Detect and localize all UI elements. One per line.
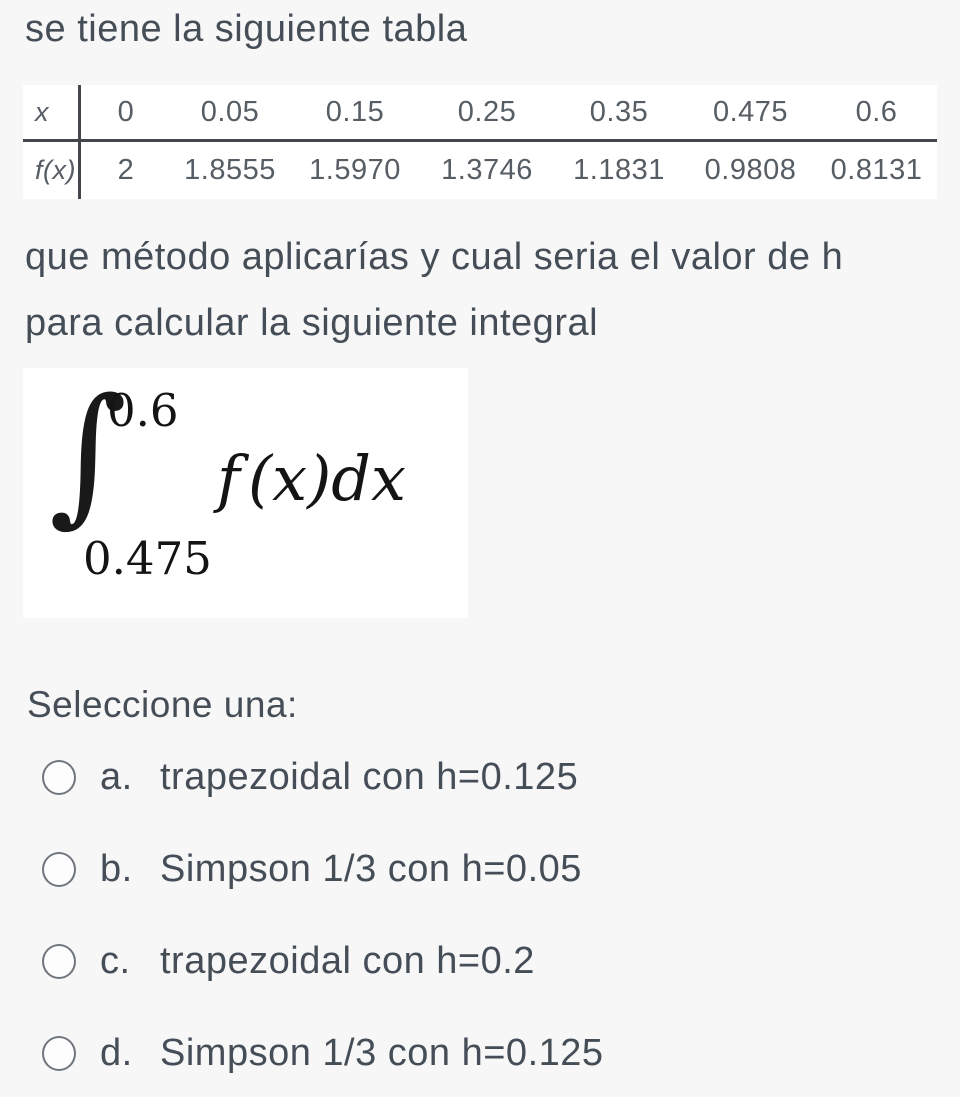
table-x-value: 0.15: [289, 85, 421, 142]
answer-option-b[interactable]: [42, 848, 582, 890]
integrand-dx: dx: [331, 442, 406, 515]
question-intro-text: se tiene la siguiente tabla: [25, 8, 468, 50]
answer-option-a[interactable]: [42, 756, 578, 798]
option-text: trapezoidal con h=0.2: [160, 939, 535, 982]
integral-lower-limit: 0.475: [83, 532, 212, 585]
radio-button-option-a[interactable]: [42, 760, 76, 795]
table-fx-value: 1.5970: [309, 154, 401, 186]
table-fx-value: 1.3746: [441, 154, 533, 186]
table-row-header-fx: f(x): [23, 142, 81, 199]
answer-option-c[interactable]: [42, 940, 535, 982]
table-row-header-x: x: [23, 85, 81, 142]
integrand-f: f: [217, 442, 240, 515]
data-table-panel: [23, 85, 937, 199]
integral-formula-panel: [23, 368, 468, 618]
table-x-value: 0.6: [816, 85, 937, 142]
option-letter: a.: [100, 755, 133, 798]
option-letter: d.: [100, 1031, 133, 1074]
integrand-expression: [217, 442, 406, 515]
table-fx-value: 1.1831: [573, 154, 665, 186]
table-x-value: 0.35: [553, 85, 685, 142]
answer-option-d[interactable]: [42, 1032, 604, 1074]
option-letter: b.: [100, 847, 133, 890]
integral-upper-limit: 0.6: [107, 384, 179, 437]
data-table: [23, 85, 937, 199]
question-prompt-line2: para calcular la siguiente integral: [25, 302, 599, 344]
option-text: trapezoidal con h=0.125: [160, 755, 579, 798]
table-x-value: 0.05: [171, 85, 289, 142]
question-prompt: [25, 224, 940, 356]
radio-button-option-b[interactable]: [42, 852, 76, 887]
table-x-value: 0.475: [685, 85, 816, 142]
table-fx-value: 1.8555: [184, 154, 276, 186]
select-one-label: Seleccione una:: [27, 684, 298, 725]
table-fx-value: 0.9808: [704, 154, 797, 186]
table-x-value: 0.25: [421, 85, 553, 142]
table-fx-value: 0.8131: [830, 154, 923, 186]
integral-symbol: ∫: [49, 367, 128, 541]
radio-button-option-d[interactable]: [42, 1036, 76, 1071]
integrand-arg: (x): [247, 442, 332, 515]
radio-button-option-c[interactable]: [42, 944, 76, 979]
table-fx-value: 2: [117, 154, 135, 186]
question-prompt-line1: que método aplicarías y cual seria el valor de h: [25, 236, 844, 278]
option-text: Simpson 1/3 con h=0.125: [160, 1031, 604, 1074]
option-text: Simpson 1/3 con h=0.05: [160, 847, 582, 890]
option-letter: c.: [100, 939, 131, 982]
table-x-value: 0: [81, 85, 171, 142]
